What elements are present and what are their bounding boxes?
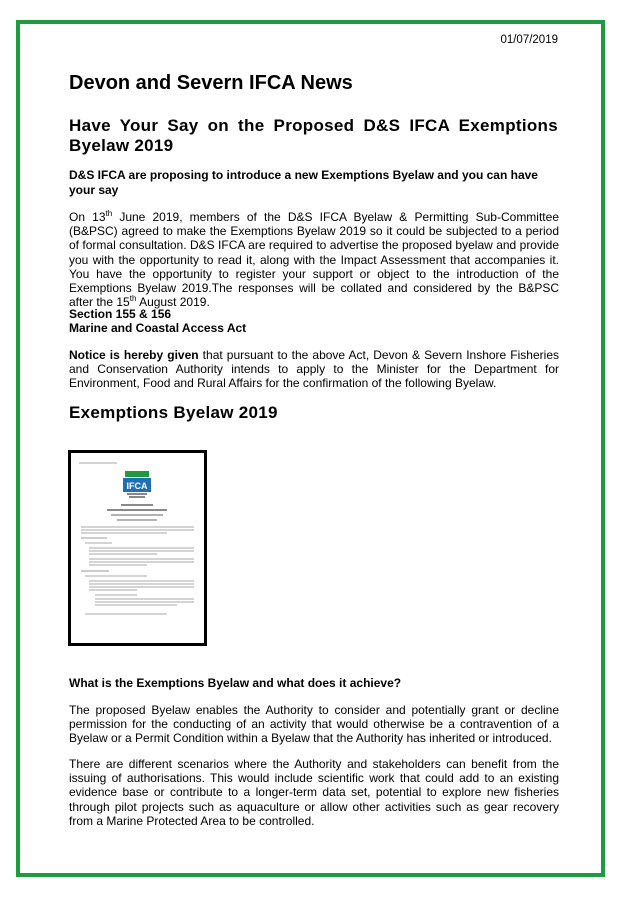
newsletter-title: Devon and Severn IFCA News [69,72,353,94]
consultation-paragraph: On 13th June 2019, members of the D&S IFCA Byelaw & Permitting Sub-Committee (B&PSC) agreed to make the Exemptions Byelaw 2019 so it could be subjected to a period of formal consultation. D&S IFCA are required to advertise the proposed byelaw and provide you with the opportunity to read it, along with the Impact Assessment that accompanies it. You have the opportunity to register your support or object to the introduction of the Exemptions Byelaw 2019.The responses will be collated and considered by the B&PSC after the 15th August 2019. [69,209,559,310]
byelaw-scenarios-paragraph: There are different scenarios where the Authority and stakeholders can benefit from the issuing of authorisations. This would include scientific work that could add to an existing evidence base or contribute to a longer-term data set, potential to explore new fisheries through pilot projects such as aquaculture or allow other activities such as gear recovery from a Marine Protected Area to be controlled. [69,757,559,828]
document-preview [77,459,198,637]
newsletter-date: 01/07/2019 [500,34,558,46]
faq-question: What is the Exemptions Byelaw and what does it achieve? [69,676,402,690]
section-reference [69,307,246,335]
byelaw-subheading: Exemptions Byelaw 2019 [69,403,278,422]
article-headline: Have Your Say on the Proposed D&S IFCA Exemptions Byelaw 2019 [69,116,558,155]
byelaw-purpose-paragraph: The proposed Byelaw enables the Authority to consider and potentially grant or decline permission for the conducting of an activity that would otherwise be a contravention of a Byelaw or a Permit Condition within a Byelaw that the Authority has inherited or introduced. [69,703,559,746]
byelaw-document-thumbnail[interactable] [68,450,207,646]
ifca-logo [123,471,151,498]
logo-text: IFCA [126,481,148,491]
notice-paragraph: Notice is hereby given that pursuant to the above Act, Devon & Severn Inshore Fisheries and Conservation Authority intends to apply to the Minister for the Department for Environment, Food and Rural Affairs for the confirmation of the following Byelaw. [69,348,559,391]
section-number: Section 155 & 156 [69,307,172,321]
act-name: Marine and Coastal Access Act [69,321,247,335]
notice-lead: Notice is hereby given [69,348,199,362]
article-lead: D&S IFCA are proposing to introduce a new Exemptions Byelaw and you can have your say [69,168,538,197]
